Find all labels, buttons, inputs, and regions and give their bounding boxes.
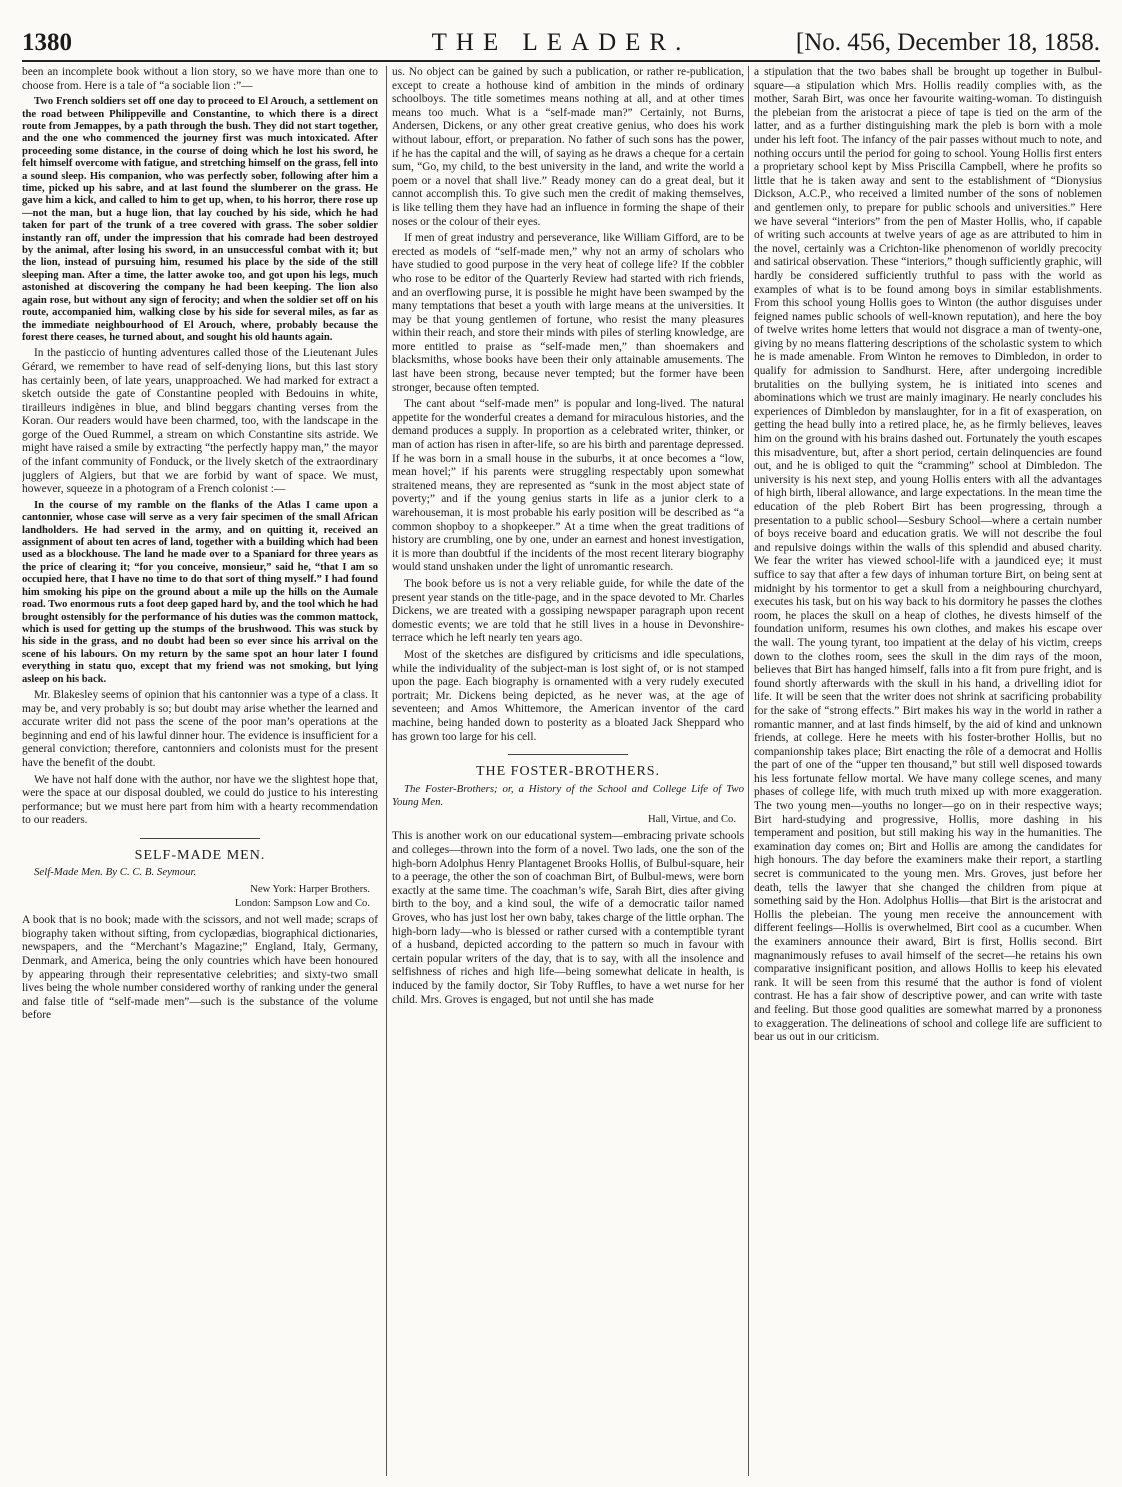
publisher-info bbox=[22, 883, 378, 910]
section-heading: THE FOSTER-BROTHERS. bbox=[475, 764, 661, 780]
paragraph: A book that is no book; made with the scissors, and not well made; scraps of biography taken without sifting, from cyclopædias, biographical dictionaries, newspapers, and the “Merchant’s Magazine;” England, Italy, Germany, Denmark, and America, being the only countries which have been honoured by appearing through their representative celebrities; and sixty-two small lives being the whole number considered worthy of ranking under the general and false title of “self-made men”—such is the substance of the volume before bbox=[22, 914, 378, 1022]
quoted-extract: In the course of my ramble on the flanks of the Atlas I came upon a cantonnier, whose case will serve as a very fair specimen of the small African landholders. He had served in the army, and on quitting it, received an assignment of about ten acres of land, together with a building which had been used as a blockhouse. The land he made over to a Spaniard for three years as the price of clearing it; “for you conceive, monsieur,” said he, “that I am so occupied here, that I have no time to do that sort of thing myself.” I had found him smoking his pipe on the ground about a mile up the hills on the Aumale road. Two enormous ruts a foot deep gaped hard by, and the tool which he had brought ostensibly for the performance of his duties was the common mattock, which is used for getting up the stumps of the brushwood. This was stuck by his side in the grass, and no doubt had been so ever since his arrival on the scene of his labours. On my return by the same spot an hour later I found everything in statu quo, except that my friend was not smoking, but lying asleep on his back. bbox=[22, 499, 378, 685]
masthead bbox=[22, 26, 1100, 62]
section-divider bbox=[508, 754, 628, 755]
newspaper-title: THE LEADER. bbox=[431, 29, 691, 56]
paragraph: We have not half done with the author, nor have we the slightest hope that, were the space at our disposal doubled, we could do justice to his interesting performance; but we must here part from him with a hearty recommendation to our readers. bbox=[22, 773, 378, 827]
paragraph: Mr. Blakesley seems of opinion that his cantonnier was a type of a class. It may be, and very probably is so; but doubt may arise whether the learned and accurate writer did not pass the scene of the poor man’s operations at the beginning and end of his lawful dinner hour. The evidence is insufficient for a general conviction; therefore, cantonniers and colonists must for the present have the benefit of the doubt. bbox=[22, 688, 378, 769]
paragraph: been an incomplete book without a lion story, so we have more than one to choose from. Here is a tale of “a sociable lion :”— bbox=[22, 66, 378, 92]
paragraph: This is another work on our educational system—embracing private schools and colleges—thrown into the form of a novel. Two lads, one the son of the high-born Adolphus Henry Plantagenet Brooks Hollis, of Bulbul-square, heir to a peerage, the other the son of coachman Birt, of Bulbul-mews, were born exactly at the same time. The coachman’s wife, Sarah Birt, dies after giving birth to the boy, and a kind soul, the wife of a democratic tailor named Groves, who has just lost her own baby, takes charge of the little orphan. The high-born lady—who is blessed or rather cursed with a contemptible tyrant of a husband, depicted according to the pattern so much in favour with certain popular writers of the day, that is to say, with all the insolence and selfishness of riches and high life—being somewhat delicate in health, is induced by the family doctor, Sir Toby Ruffles, to have a wet nurse for her child. Mrs. Groves is engaged, but not until she has made bbox=[392, 830, 744, 1006]
paragraph: Most of the sketches are disfigured by criticisms and idle speculations, while the individuality of the subject-man is lost sight of, or is not stamped upon the page. Each biography is ornamented with a very rudely executed portrait; Mr. Dickens being depicted, as he never was, at the age of seventeen; and Amos Whittemore, the American inventor of the card machine, being handed down to posterity as a bloated Jack Sheppard who has grown too large for his cell. bbox=[392, 648, 744, 743]
paragraph: In the pasticcio of hunting adventures called those of the Lieutenant Jules Gérard, we remember to have read of self-denying lions, but this last story has certainly been, of late years, unapproached. We had marked for extract a sketch outside the gate of Constantine peopled with Bedouins in white, tirailleurs indigènes in blue, and blind beggars chanting verses from the Koran. Our readers would have been charmed, too, with the landscape in the gorge of the Oued Rummel, a stream on which Constantine sits astride. We might have raised a smile by extracting “the perfectly happy man,” the mayor of the infant community of Fonduck, or the lively sketch of the extraordinary jugglers of Algiers, but that we are forbid by want of space. We must, however, squeeze in a photogram of a French colonist :— bbox=[22, 347, 378, 496]
publisher-line: Hall, Virtue, and Co. bbox=[647, 813, 736, 825]
column-3 bbox=[748, 66, 1102, 1476]
section-heading: SELF-MADE MEN. bbox=[134, 847, 266, 863]
review-title: The Foster-Brothers; or, a History of the School and College Life of Two Young Men. bbox=[392, 782, 744, 809]
paragraph: If men of great industry and perseverance, like William Gifford, are to be erected as models of “self-made men,” why not an army of scholars who have studied to good purpose in the very heat of college life? If the cobbler who rose to be editor of the Quarterly Review had started with rich friends, and an overflowing purse, it is possible he might have been swamped by the many temptations that beset a youth with large means at the universities. It may be that young gentlemen of fortune, who resist the many pleasures within their reach, and store their minds with piles of sterling knowledge, are more entitled to praise as “self-made men,” than shoemakers and blacksmiths, whose books have been their only attainable amusements. The last have been strong, because never tempted; but the former have been stronger, because often tempted. bbox=[392, 232, 744, 394]
column-2 bbox=[386, 66, 744, 1476]
publisher-info bbox=[392, 813, 744, 827]
publisher-line: New York: Harper Brothers. bbox=[250, 884, 370, 896]
review-title: Self-Made Men. By C. C. B. Seymour. bbox=[34, 866, 197, 879]
quoted-extract: Two French soldiers set off one day to proceed to El Arouch, a settlement on the road between Philippeville and Constantine, to which there is a direct route from Jemappes, by a path through the bush. They did not start together, and the one who commenced the journey first was much intoxicated. After proceeding some distance, in the course of doing which he lost his sword, he felt himself overcome with fatigue, and stretching himself on the grass, fell into a sound sleep. His companion, who was perfectly sober, following after him a time, picked up his sabre, and at last found the slumberer on the grass. He gave him a kick, and called to him to get up, when, to his horror, there rose up—not the man, but a huge lion, that lay couched by his side, which he had taken for part of the trunk of a tree covered with grass. The sober soldier instantly ran off, under the impression that his comrade had been destroyed by the animal, after losing his sword, in an unsuccessful combat with it; but the lion, instead of pursuing him, resumed his place by the side of the still sleeping man. After a time, the latter awoke too, and got upon his legs, much astonished at discovering the company he had been keeping. The lion also again rose, but without any sign of ferocity; and when the soldier set off on his route, accompanied him, walking close by his side for several miles, as far as the immediate neighbourhood of El Arouch, where, probably because the forest there ceases, he turned about, and sought his old haunts again. bbox=[22, 96, 378, 343]
paragraph: us. No object can be gained by such a publication, or rather re-publication, except to create a hothouse kind of ambition in the minds of ordinary schoolboys. The title sometimes means nothing at all, and at other times means too much. What is a “self-made man?” Certainly, not Burns, Andersen, Dickens, or any other great creative genius, who does his work without labour, effort, or preparation. No father of such sons has the power, if he has the capital and the will, of saying as he draws a cheque for a certain sum, “Go, my child, to the best university in the land, and write the world a poem or a novel that shall live.” Ready money can do a great deal, but it cannot accomplish this. To give such men the credit of making themselves, is like telling them they have had an influence in forming the shape of their noses or the colour of their eyes. bbox=[392, 66, 744, 228]
section-divider bbox=[140, 838, 260, 839]
paragraph: The cant about “self-made men” is popular and long-lived. The natural appetite for the wonderful creates a demand for miraculous histories, and the demand produces a supply. In proportion as a celebrated writer, thinker, or man of action has risen in after-life, so are his birth and parentage depressed. If he was born in a small house in the suburbs, it at once becomes a “low, mean hovel;” if his parents were struggling respectably upon somewhat straitened means, they are represented as “sunk in the most abject state of poverty;” and if the young genius starts in life as a junior clerk to a warehouseman, it is most probable his early position will be described as “a common shopboy to a shopkeeper.” At a time when the great traditions of history are crumbling, one by one, under an earnest and honest investigation, it is more than doubtful if the incidents of the most recent literary biography would stand unshaken under the light of unromantic research. bbox=[392, 398, 744, 574]
issue-date: [No. 456, December 18, 1858. bbox=[795, 29, 1100, 56]
paragraph: a stipulation that the two babes shall be brought up together in Bulbul-square—a stipulation which Mrs. Hollis readily complies with, as the mother, Sarah Birt, was once her favourite waiting-woman. To distinguish the plebeian from the aristocrat a piece of tape is tied on the arm of the latter, and as a further distinguishing mark the pleb is born with a mole under his left foot. The infancy of the pair passes without much to note, and nothing occurs until the period for going to school. Young Hollis first enters a proprietary school kept by Miss Priscilla Campbell, where he profits so little that he is taken away and sent to the establishment of “Dionysius Dickson, A.C.P., who received a limited number of the sons of noblemen and gentlemen only, to prepare for public schools and universities.” Here we have several “interiors” from the pen of Master Hollis, who, if capable of writing such accounts at twelve years of age as are attributed to him in the novel, certainly was a Crichton-like phenomenon of worldly precocity and satirical observation. These “interiors,” though sufficiently graphic, will hardly be considered sufficiently truthful to pass with the world as examples of what is to be found among boys in similar establishments. From this school young Hollis goes to Winton (the author disguises under feigned names public schools of well-known reputation), and here the boy of twelve writes home letters that would not disgrace a man of twenty-one, giving by no means flattering descriptions of the scholastic system to which he is made amenable. From Winton he removes to Dimbledon, in order to qualify for admission to Sandhurst. Here, after undergoing incredible brutalities on the bullying system, he is initiated into scenes and abominations which we trust are mainly imaginary. He nearly concludes his experiences of Dimbledon by manslaughter, for in a fit of exasperation, on getting the head bully into a retired place, he, as he firmly believes, leaves him on the ground with his brains dashed out. Fortunately the youth escapes this misadventure, but, after a short period, certain delinquencies are found out, and he is obliged to quit the “cramming” school at Dimbledon. The university is his next step, and young Hollis enters with all the advantages of high birth, liberal allowance, and large expectations. In the mean time the education of the pleb Robert Birt has been progressing, through a presentation to a public school—Sesbury School—where a certain number of boys receive board and education gratis. We will not describe the foul and repulsive doings within the walls of this splendid and abused charity. We fear the writer has viewed school-life with a jaundiced eye; it must suffice to say that after a few days of inhuman torture Birt, on being sent at midnight by his tormentor to get a skull from a neighbouring churchyard, executes his task, but on his way back to his dormitory he passes the clothes room, he places the skull on a heap of clothes, he divests himself of the foundation uniform, resumes his own clothes, and makes his escape over the wall. The young tyrant, too impatient at the delay of his victim, creeps down to the clothes room, sees the skull in the dim rays of the moon, believes that Birt has hanged himself, falls into a fit from pure fright, and is found shortly afterwards with the skull in his hand, a drivelling idiot for life. It will be seen that the writer does not shrink at sacrificing probability for the sake of “strong effects.” Birt makes his way in the world in rather a romantic manner, and at last finds himself, by the aid of kind and unknown friends, at college. Here he meets with his foster-brother Hollis, but no companionship takes place; Birt enacting the rôle of a democrat and Hollis the part of one of the “upper ten thousand,” but still well disposed towards his less fortunate fellow mortal. We have many college scenes, and many phases of college life, with much truth mixed up with more exaggeration. The two young men—youths no longer—go on in their respective ways; Birt hard-studying and progressive, Hollis, more dashing in his temperament and position, but still making his way in the humanities. The examination day comes on; Birt and Hollis are among the candidates for high honours. The day before the examiners make their report, a startling secret is communicated to the young men. Mrs. Groves, just before her death, tells the lawyer that she changed the children from pique at something said by the Hon. Adolphus Hollis—that Birt is the aristocrat and Hollis the plebeian. The young men receive the announcement with different feelings—Hollis is overwhelmed, Birt cool as a cucumber. When the examiners announce their award, Birt is first, Hollis second. Birt magnanimously refuses to avail himself of the secret—he retains his own comparative insignificant position, and allows Hollis to keep his elevated rank. It will be seen from this resumé that the author is fond of violent contrast. He has a fair show of descriptive power, and can write with taste and feeling. But those good qualities are somewhat marred by a prononess to exaggeration. The delineations of school and college life are sufficient to bear us out in our criticism. bbox=[754, 66, 1102, 1044]
column-1 bbox=[22, 66, 378, 1476]
publisher-line: London: Sampson Low and Co. bbox=[234, 897, 370, 909]
paragraph: The book before us is not a very reliable guide, for while the date of the present year stands on the title-page, and in the space devoted to Mr. Charles Dickens, we are treated with a gossiping newspaper paragraph upon recent domestic events; we are told that he still lives in a house in Devonshire-terrace which he left nearly ten years ago. bbox=[392, 577, 744, 645]
page-number: 1380 bbox=[22, 29, 72, 56]
